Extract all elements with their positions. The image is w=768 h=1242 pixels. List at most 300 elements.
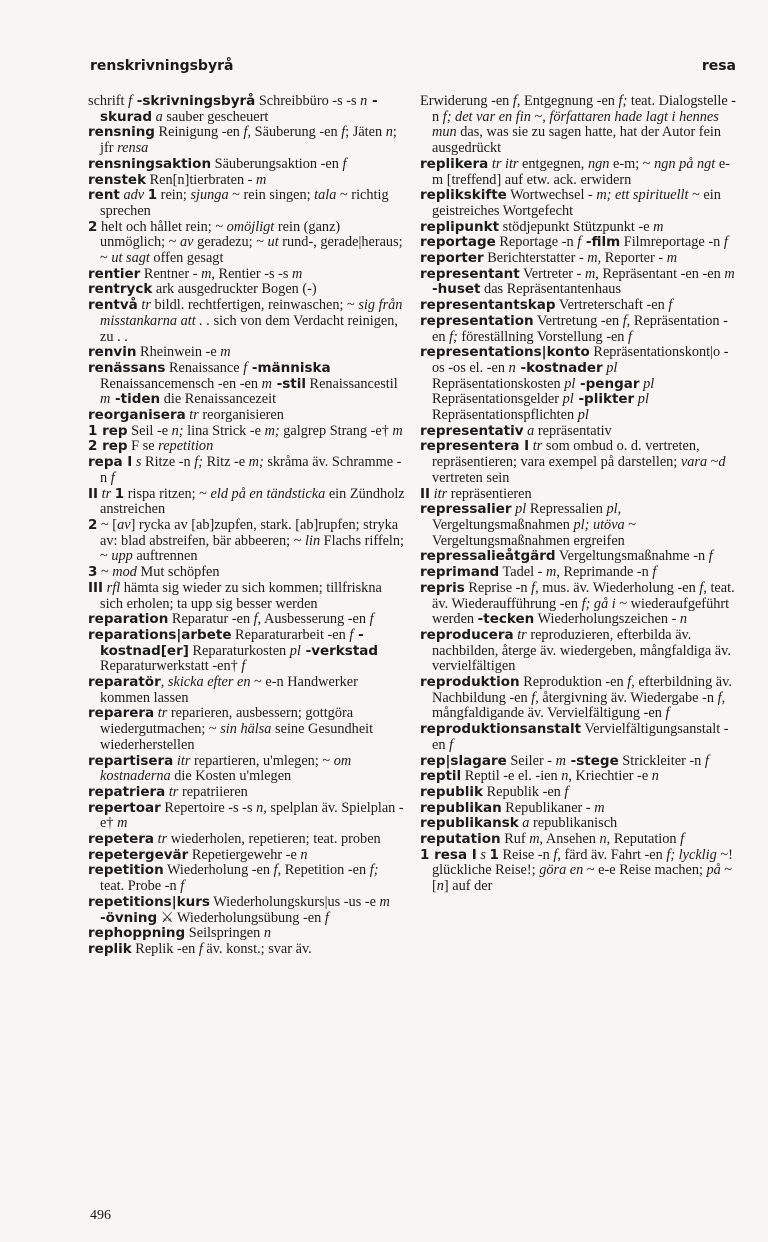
italic-text: m <box>392 422 403 439</box>
entry-text: , spelplan äv. Spielplan -e† <box>100 799 404 832</box>
italic-text: ut <box>267 234 279 251</box>
dictionary-entry <box>88 706 406 753</box>
dictionary-entry <box>88 282 406 298</box>
dictionary-entry <box>88 408 406 424</box>
dictionary-entry <box>88 345 406 361</box>
entry-text: hämta sig wieder zu sich kommen; tillfriskna sich erholen; ta upp sig besser werden <box>100 579 382 612</box>
entry-text: geradezu; ~ <box>193 234 268 251</box>
entry-text: Säuberungsaktion -en <box>211 155 343 172</box>
headword: -stege <box>565 752 619 769</box>
headword: republikan <box>420 799 502 816</box>
italic-text: m <box>653 218 664 235</box>
dictionary-entry <box>88 801 406 832</box>
dictionary-entry <box>88 188 406 219</box>
headword: repartisera <box>88 752 174 769</box>
italic-text: f <box>531 689 536 706</box>
dictionary-entry <box>88 424 406 440</box>
italic-text: f <box>341 124 346 141</box>
italic-text: tr itr <box>491 155 519 172</box>
entry-text: , Repetition -en <box>277 862 370 879</box>
entry-text: e-m [treffend] auf etw. ack. erwidern <box>432 155 730 188</box>
headword: rentier <box>88 265 141 282</box>
dictionary-entry <box>420 251 738 267</box>
italic-text: m <box>584 265 596 282</box>
italic-text: m <box>100 391 111 408</box>
headword: reproducera <box>420 626 514 643</box>
italic-text: f <box>369 611 374 628</box>
dictionary-entry <box>88 895 406 926</box>
italic-text: ngn <box>587 155 610 172</box>
entry-text: Schreibbüro -s -s <box>255 93 361 109</box>
headword: -kostnad[er] <box>100 626 364 659</box>
dictionary-entry <box>420 785 738 801</box>
italic-text: av <box>117 516 131 533</box>
headword: 2 <box>88 516 98 533</box>
entry-text: lina Strick -e <box>183 422 265 439</box>
dictionary-entry <box>420 345 738 424</box>
entry-text: rein (ganz) unmöglich; ~ <box>100 218 341 251</box>
italic-text: n <box>436 878 444 895</box>
italic-text: f <box>564 783 569 800</box>
entry-text: Vertreter - <box>519 265 585 282</box>
entry-text: Vertretung -en <box>533 312 623 329</box>
dictionary-entry <box>88 848 406 864</box>
entry-text: , teat. äv. Wiederaufführung -en <box>432 579 735 612</box>
italic-text: m <box>261 375 272 392</box>
dictionary-entry <box>420 220 738 236</box>
entry-text: reparieren, ausbessern; gottgöra wiedergutmachen; ~ <box>100 705 354 738</box>
entry-text: republikanisch <box>529 815 618 832</box>
headword: renässans <box>88 359 166 376</box>
headword: representantskap <box>420 297 556 314</box>
italic-text: pl <box>562 391 574 408</box>
italic-text: f; det var en fin <box>442 108 531 125</box>
dictionary-entry <box>420 235 738 251</box>
entry-text: , Ausbesserung -en <box>257 611 370 628</box>
entry-text: Reproduktion -en <box>519 674 628 691</box>
dictionary-entry <box>420 722 738 753</box>
italic-text: m <box>256 171 267 188</box>
entry-text: auftrennen <box>132 548 198 565</box>
headword: -tiden <box>110 391 161 408</box>
italic-text: m <box>529 831 540 848</box>
dictionary-entry <box>420 816 738 832</box>
entry-text: ~ [ <box>97 516 118 533</box>
entry-text: repräsentieren <box>447 485 532 502</box>
dictionary-entry <box>88 754 406 785</box>
italic-text: tr <box>517 626 527 643</box>
entry-text: sich von dem Verdacht reinigen, zu . . <box>100 312 398 345</box>
dictionary-entry <box>88 298 406 345</box>
entry-text: , Kriechtier -e <box>568 768 652 785</box>
headword: -verkstad <box>300 642 379 659</box>
entry-text: Republikaner - <box>501 799 595 816</box>
entry-text: Repräsentationskosten <box>432 375 565 392</box>
dictionary-entry <box>88 785 406 801</box>
italic-text: f <box>553 846 558 863</box>
entry-text: Tadel - <box>499 564 546 581</box>
italic-text: f <box>342 155 347 172</box>
italic-text: sjunga <box>190 187 229 204</box>
running-head-right: resa <box>701 58 736 74</box>
italic-text: f <box>180 878 185 895</box>
headword: II <box>88 485 99 502</box>
dictionary-entry <box>420 628 738 675</box>
entry-text: ~[ <box>432 862 733 895</box>
entry-text: ~ <box>97 564 113 581</box>
italic-text: eld på en tändsticka <box>210 485 326 502</box>
entry-text: Seil -e <box>127 422 172 439</box>
italic-text: f; <box>369 862 379 879</box>
headword: -film <box>581 234 621 251</box>
headword: repressalieåtgärd <box>420 548 556 565</box>
entry-text: Renaissancemensch -en -en <box>100 375 262 392</box>
entry-text: schrift <box>88 93 129 109</box>
entry-text: ] rycka av [ab]zupfen, stark. [ab]rupfen; stryka av: blad abstreifen, bär abbeeren; ~ <box>100 516 399 549</box>
headword: reproduktionsanstalt <box>420 721 582 738</box>
italic-text: pl <box>643 375 655 392</box>
entry-text: , Säuberung -en <box>247 124 342 141</box>
entry-text: das, was sie zu sagen hatte, hat der Autor fein ausgedrückt <box>432 124 722 157</box>
entry-text: Flachs riffeln; ~ <box>100 532 405 565</box>
page-number: 496 <box>90 1208 111 1223</box>
entry-text: , <box>160 674 168 691</box>
dictionary-entry <box>88 94 406 125</box>
headword: repertoar <box>88 799 161 816</box>
italic-text: pl; utöva <box>573 516 625 533</box>
entry-text: , Repräsentation -en <box>432 312 728 345</box>
left-column <box>88 94 406 958</box>
italic-text: f <box>512 93 517 109</box>
entry-text: ; jfr <box>100 124 397 157</box>
italic-text: n <box>385 124 393 141</box>
headword: representera I <box>420 438 530 455</box>
entry-text: Mut schöpfen <box>136 564 220 581</box>
entry-text: skråma äv. Schramme -n <box>100 454 402 486</box>
dictionary-entry <box>88 628 406 675</box>
entry-text: Reparatur -en <box>168 611 254 628</box>
italic-text: tala <box>314 187 337 204</box>
italic-text: rensa <box>117 140 149 157</box>
entry-text: Wiederholungszeichen - <box>534 611 680 628</box>
entry-text: reorganisieren <box>198 407 284 424</box>
headword: 1 <box>489 846 499 863</box>
italic-text: f <box>699 579 704 596</box>
italic-text: m <box>666 250 678 267</box>
italic-text: göra en <box>539 862 584 879</box>
headword: repris <box>420 579 465 596</box>
italic-text: f <box>628 328 633 345</box>
entry-text: Seiler - <box>506 752 556 769</box>
headword: repa I <box>88 454 133 471</box>
entry-text: repatriieren <box>178 783 248 800</box>
dictionary-entry <box>88 612 406 628</box>
italic-text: m <box>201 265 212 282</box>
headword: III <box>88 579 104 596</box>
headword: repressalier <box>420 501 512 518</box>
dictionary-entry <box>88 361 406 408</box>
italic-text: f <box>198 940 203 957</box>
italic-text: lin <box>305 532 321 549</box>
headword: reparera <box>88 705 155 722</box>
italic-text: f <box>627 674 632 691</box>
headword: reputation <box>420 831 501 848</box>
italic-text: f <box>449 736 454 753</box>
dictionary-entry <box>420 94 738 157</box>
entry-text: ~ richtig sprechen <box>100 187 389 219</box>
entry-text: sauber gescheuert <box>162 108 269 125</box>
headword: -skrivningsbyrå <box>132 93 256 109</box>
italic-text: ut sagt <box>111 250 150 267</box>
entry-text: Reparaturkosten <box>188 642 290 659</box>
italic-text: f <box>531 579 536 596</box>
dictionary-entry <box>88 455 406 486</box>
italic-text: a <box>155 108 163 125</box>
dictionary-entry <box>420 298 738 314</box>
italic-text: n <box>300 846 308 863</box>
dictionary-entry <box>420 848 738 895</box>
dictionary-entry <box>420 502 738 549</box>
entry-text: Renaissancestil <box>305 375 398 392</box>
italic-text: f; <box>194 454 204 471</box>
entry-text: Strickleiter -n <box>618 752 705 769</box>
dictionary-entry <box>88 173 406 189</box>
italic-text: f <box>110 469 115 486</box>
italic-text: f <box>723 234 728 251</box>
entry-text: Ritze -n <box>141 454 195 471</box>
entry-text: Repressalien <box>526 501 607 518</box>
dictionary-entry <box>420 832 738 848</box>
entry-text: , Repräsentant -en -en <box>595 265 725 282</box>
headword: replikera <box>420 155 489 172</box>
entry-text: ~ e-e Reise machen; <box>583 862 707 879</box>
entry-text: die Renaissancezeit <box>160 391 277 408</box>
italic-text: f; gå i <box>581 595 616 612</box>
italic-text: m <box>546 564 557 581</box>
italic-text: om kostnaderna <box>100 752 352 785</box>
dictionary-entry <box>88 157 406 173</box>
entry-text: Reptil -e el. -ien <box>461 768 562 785</box>
dictionary-entry <box>88 942 406 958</box>
italic-text: n <box>561 768 569 785</box>
headword: repetergevär <box>88 846 189 863</box>
italic-text: tr <box>532 438 543 455</box>
entry-text: ] auf der <box>443 878 493 895</box>
entry-text: wiederholen, repetieren; teat. proben <box>167 831 381 848</box>
headword: rephoppning <box>88 925 186 942</box>
entry-text: ~ rein singen; <box>228 187 315 204</box>
headword: -huset <box>432 281 481 298</box>
headword: reprimand <box>420 564 500 581</box>
headword: renstek <box>88 171 147 188</box>
entry-text: , Reprimande -n <box>556 564 653 581</box>
headword: 1 rep <box>88 422 128 439</box>
italic-text: m; <box>248 454 264 471</box>
italic-text: f <box>273 862 278 879</box>
italic-text: n <box>599 831 607 848</box>
headword: repatriera <box>88 783 166 800</box>
italic-text: pl <box>515 501 527 518</box>
italic-text: m <box>724 265 735 282</box>
headword: II <box>420 485 431 502</box>
entry-text: Vertreterschaft -en <box>555 297 669 314</box>
headword: -övning <box>100 909 158 926</box>
italic-text: f; lycklig <box>666 846 717 863</box>
italic-text: tr <box>189 407 199 424</box>
entry-text: repräsentativ <box>534 422 612 439</box>
headword: reportage <box>420 234 496 251</box>
entry-text: Vergeltungsmaßnahme -n <box>555 548 709 565</box>
entry-text: vertreten sein <box>432 469 510 486</box>
italic-text: tr <box>157 831 168 848</box>
entry-text: entgegnen, <box>518 155 588 172</box>
entry-text: ~ ein geistreiches Wortgefecht <box>432 187 721 219</box>
dictionary-entry <box>420 487 738 503</box>
dictionary-entry <box>88 863 406 894</box>
entry-text: rund-, gerade|heraus; ~ <box>100 234 403 267</box>
dictionary-entry <box>420 801 738 817</box>
entry-text: Republik -en <box>483 783 565 800</box>
dictionary-entry <box>88 581 406 612</box>
entry-text: Repräsentationskont|o -os -os el. -en <box>432 344 729 376</box>
entry-text: Ritz -e <box>203 454 249 471</box>
headword: rentryck <box>88 281 153 298</box>
headword: -tecken <box>477 611 535 628</box>
entry-text: , efterbildning äv. Nachbildung -en <box>432 674 732 706</box>
italic-text: m <box>220 344 231 361</box>
italic-text: upp <box>111 548 133 565</box>
italic-text: n <box>651 768 659 785</box>
headword: repetera <box>88 831 155 848</box>
italic-text: pl <box>637 391 649 408</box>
italic-text: f <box>128 93 133 109</box>
running-head-left: renskrivningsbyrå <box>90 58 234 74</box>
entry-text: rispa ritzen; ~ <box>124 485 211 502</box>
entry-text: reproduzieren, efterbilda äv. nachbilden, återge äv. wiedergeben, mångfaldiga äv. vervielfältigen <box>432 626 731 675</box>
entry-text: ~ <box>707 454 719 471</box>
dictionary-entry <box>420 439 738 486</box>
dictionary-entry <box>420 675 738 722</box>
italic-text: ngn på ngt <box>654 155 716 172</box>
entry-text: F se <box>127 438 159 455</box>
italic-text: f <box>577 234 582 251</box>
headword: -skurad <box>100 93 378 125</box>
italic-text: f <box>324 909 329 926</box>
entry-text: som ombud o. d. vertreten, repräsentieren; vara exempel på darstellen; <box>432 438 700 471</box>
headword: replik <box>88 940 132 957</box>
italic-text: f <box>717 689 722 706</box>
italic-text: tr <box>157 705 168 722</box>
entry-text: seine Gesundheit wiederherstellen <box>100 721 374 753</box>
headword: -plikter <box>573 391 635 408</box>
dictionary-entry <box>88 926 406 942</box>
entry-text: Reinigung -en <box>154 124 244 141</box>
entry-text: , Vergeltungsmaßnahmen <box>432 501 622 533</box>
dictionary-entry <box>88 832 406 848</box>
entry-text: ⚔ Wiederholungsübung -en <box>157 909 325 926</box>
headword: reptil <box>420 768 462 785</box>
italic-text: m; ett spirituellt <box>596 187 689 204</box>
entry-text: Wortwechsel - <box>506 187 597 204</box>
dictionary-entry <box>420 424 738 440</box>
entry-text: e-m; ~ <box>609 155 655 172</box>
italic-text: s <box>135 454 142 471</box>
entry-text: Reparaturwerkstatt -en† <box>100 658 242 675</box>
headword: 2 rep <box>88 438 128 455</box>
headword: replipunkt <box>420 218 500 235</box>
entry-text: , färd äv. Fahrt -en <box>557 846 667 863</box>
italic-text: n <box>679 611 688 628</box>
headword: rensning <box>88 124 155 141</box>
headword: 1 <box>147 187 158 204</box>
headword: reparations|arbete <box>88 626 232 643</box>
dictionary-entry <box>420 157 738 188</box>
headword: rep|slagare <box>420 752 507 769</box>
italic-text: n <box>256 799 264 816</box>
headword: 3 <box>88 564 98 581</box>
entry-text: Repertoire -s -s <box>160 799 257 816</box>
entry-text: teat. Probe -n <box>100 878 181 895</box>
entry-text: die Kosten u'mlegen <box>170 768 292 785</box>
entry-text: , mus. äv. Wiederholung -en <box>535 579 700 596</box>
entry-text: Repräsentationspflichten <box>432 407 578 424</box>
entry-text: Reprise -n <box>464 579 532 596</box>
italic-text: n <box>263 925 271 942</box>
italic-text: m <box>117 815 128 832</box>
entry-text: , Rentier -s -s <box>211 265 293 282</box>
dictionary-entry <box>420 267 738 298</box>
entry-text: Renaissance <box>165 359 244 376</box>
italic-text: sin hälsa <box>220 721 272 738</box>
italic-text: s <box>480 846 486 863</box>
headword: replikskifte <box>420 187 507 204</box>
entry-text: ~, <box>530 108 550 125</box>
italic-text: på <box>706 862 721 879</box>
italic-text: m <box>555 752 566 769</box>
entry-text: , Ansehen <box>539 831 600 848</box>
entry-text: das Repräsentantenhaus <box>480 281 622 298</box>
italic-text: pl <box>564 375 576 392</box>
dictionary-entry <box>88 675 406 706</box>
entry-text: ~! glückliche Reise!; <box>432 846 733 879</box>
italic-text: rfl <box>106 579 121 596</box>
italic-text: f <box>652 564 657 581</box>
entry-text: teat. Dialogstelle -n <box>432 93 737 125</box>
entry-text: ein Zündholz anstreichen <box>100 485 405 518</box>
dictionary-entry <box>420 549 738 565</box>
entry-text: Wiederholungskurs|us -us -e <box>209 893 380 910</box>
headword: republik <box>420 783 483 800</box>
headword: republikansk <box>420 815 519 832</box>
headword: rentvå <box>88 297 138 314</box>
entry-text: ; Jäten <box>345 124 386 141</box>
italic-text: m; <box>264 422 280 439</box>
italic-text: omöjligt <box>226 218 275 235</box>
italic-text: författaren hade lagt i hennes mun <box>432 108 719 141</box>
headword: repetitions|kurs <box>88 893 210 910</box>
headword: -kostnader <box>515 359 603 376</box>
headword: reparation <box>88 611 169 628</box>
italic-text: tr <box>141 297 151 314</box>
entry-text: offen gesagt <box>149 250 224 267</box>
headword: 2 <box>88 218 98 235</box>
headword: renvin <box>88 344 137 361</box>
entry-text: helt och hållet rein; ~ <box>97 218 227 235</box>
headword: repetition <box>88 862 164 879</box>
headword: reorganisera <box>88 407 186 424</box>
italic-text: sig från misstankarna att . . <box>100 297 403 329</box>
italic-text: mod <box>112 564 137 581</box>
